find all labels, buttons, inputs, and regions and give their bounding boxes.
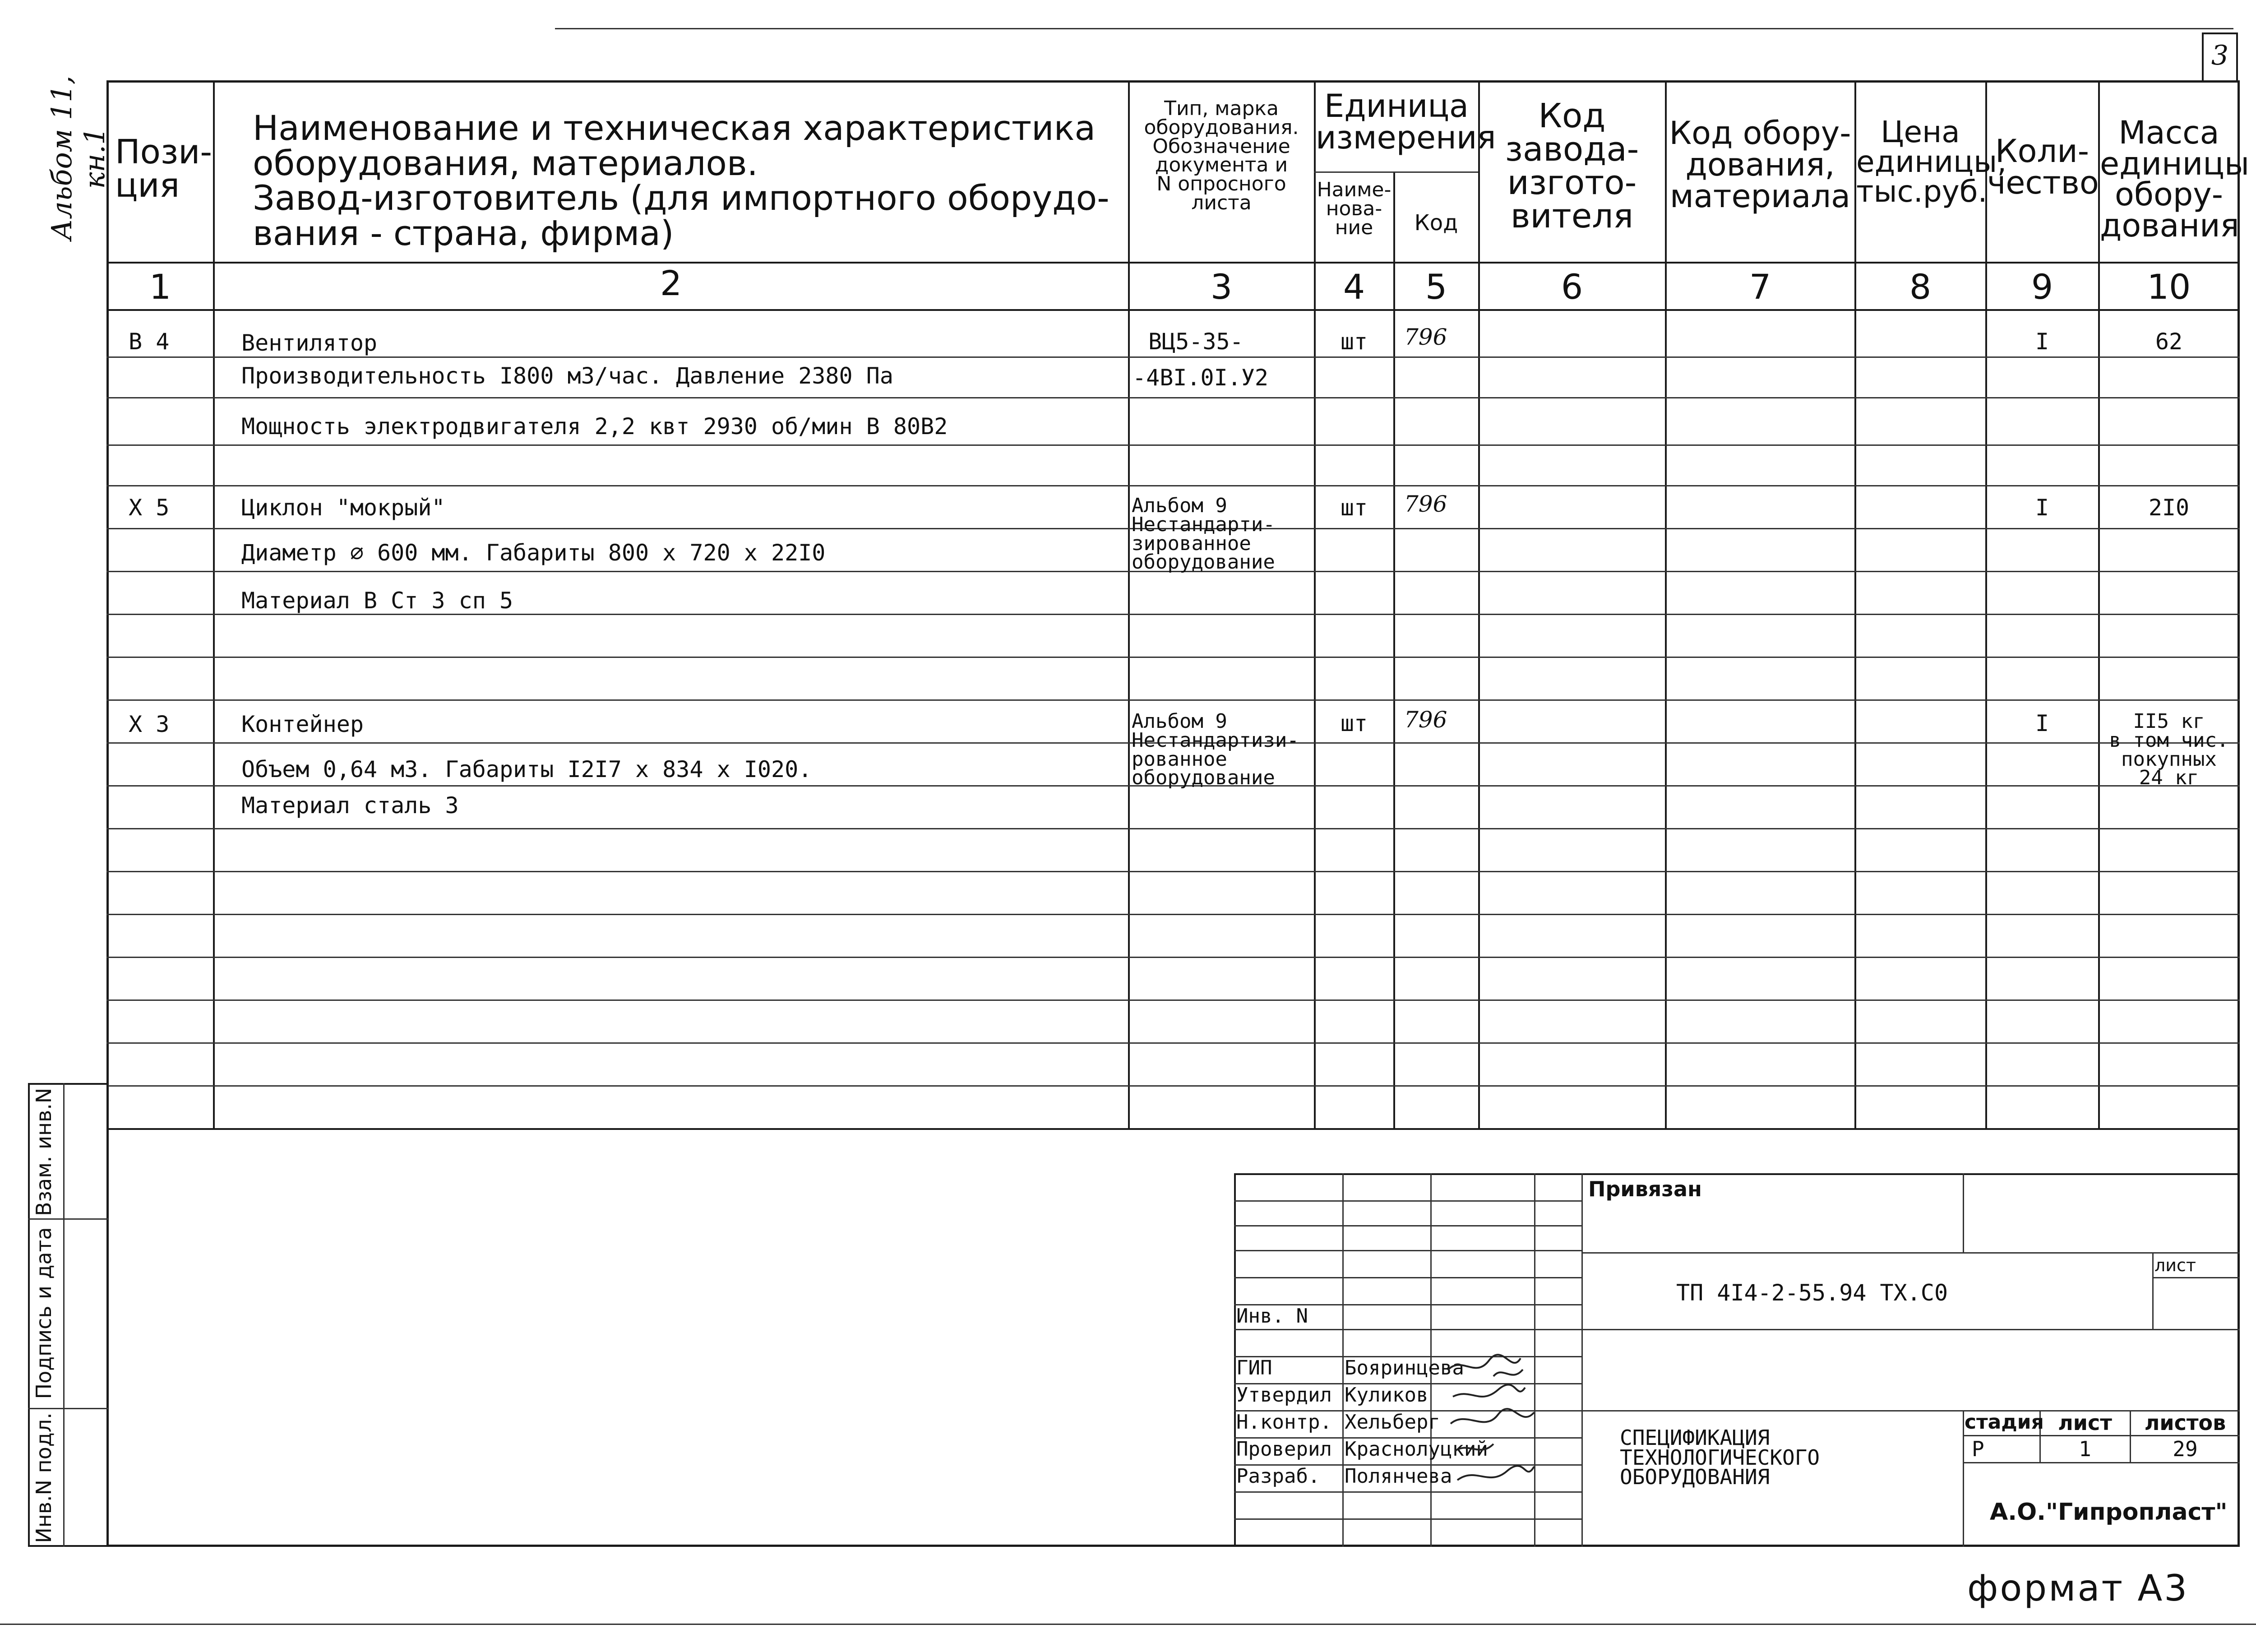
- col-number: 5: [1425, 267, 1447, 307]
- tb-row: [1234, 1277, 1581, 1278]
- col-number: 1: [149, 267, 171, 307]
- tb-stage-label: стадия: [1965, 1411, 2044, 1434]
- tb-right-row: [2152, 1277, 2240, 1278]
- tb-row: [1234, 1250, 1581, 1251]
- col-number: 10: [2147, 267, 2191, 307]
- side-inv-orig: Инв.N подл.: [32, 1412, 56, 1543]
- tb-tied: Привязан: [1588, 1177, 1702, 1201]
- item-detail: Объем 0,64 м3. Габариты I2I7 х 834 х I020.: [241, 756, 812, 782]
- header-unit-name: Наиме- нова- ние: [1317, 178, 1392, 239]
- header-unit-code: Код: [1414, 210, 1458, 236]
- col-number: 6: [1561, 267, 1583, 307]
- item-name: Вентилятор: [241, 330, 378, 356]
- row-line: [106, 397, 2240, 398]
- tb-person: Полянчева: [1345, 1465, 1452, 1488]
- header-qty: Коли- чество: [1987, 133, 2099, 201]
- item-unit-code: 796: [1404, 707, 1447, 733]
- item-name: Контейнер: [241, 711, 364, 737]
- header-unit: Единица измерения: [1316, 88, 1496, 156]
- side-sign-date: Подпись и дата: [32, 1227, 56, 1399]
- item-position: В 4: [129, 329, 170, 355]
- item-position: Х 5: [129, 495, 170, 521]
- item-type: ВЦ5-35-: [1148, 329, 1244, 355]
- header-plant-code: Код завода- изгото- вителя: [1505, 97, 1639, 236]
- item-type: Альбом 9 Нестандартизи- рованное оборудование: [1132, 710, 1299, 790]
- tb-right-divider: [2130, 1410, 2131, 1462]
- item-type: Альбом 9 Нестандарти- зированное оборудование: [1132, 494, 1275, 574]
- side-stamp-divider: [28, 1408, 108, 1409]
- header-name: Наименование и техническая характеристика оборудования, материалов. Завод-изготовитель (для импортного оборудо- вания - страна, фирма): [253, 108, 1110, 253]
- row-line: [106, 1000, 2240, 1001]
- item-detail: Мощность электродвигателя 2,2 квт 2930 об/мин В 80В2: [241, 413, 948, 440]
- col-number: 2: [660, 263, 682, 303]
- tb-stage: Р: [1972, 1437, 1984, 1461]
- header-mass: Масса единицы обору- дования: [2100, 114, 2250, 244]
- tb-row: [1234, 1225, 1581, 1226]
- row-line: [106, 485, 2240, 486]
- row-line: [106, 828, 2240, 829]
- item-qty: I: [2035, 495, 2049, 521]
- top-border-line: [555, 28, 2233, 29]
- item-mass: II5 кг в том чис. покупных 24 кг: [2109, 710, 2229, 790]
- header-type: Тип, марка оборудования. Обозначение документа и N опросного листа: [1144, 97, 1299, 214]
- tb-divider: [1581, 1173, 1583, 1547]
- tb-right-row: [1963, 1462, 2240, 1463]
- numbers-bottom-line: [106, 309, 2240, 311]
- row-line: [106, 914, 2240, 915]
- col-number: 7: [1749, 267, 1771, 307]
- row-line: [106, 444, 2240, 446]
- row-line: [106, 871, 2240, 872]
- item-detail: Диаметр ∅ 600 мм. Габариты 800 х 720 х 22I0: [241, 540, 826, 566]
- row-line: [106, 356, 2240, 358]
- album-label: Альбом 11, кн.1: [45, 75, 111, 241]
- tb-right-row: [1581, 1410, 2240, 1411]
- col-divider: [1985, 80, 1987, 1128]
- col-divider: [213, 80, 215, 1128]
- tb-person: Краснолуцкий: [1345, 1438, 1488, 1461]
- item-unit: шт: [1340, 495, 1368, 521]
- col-divider: [1314, 80, 1316, 1128]
- item-position: Х 3: [129, 711, 170, 737]
- col-number: 8: [1909, 267, 1932, 307]
- bottom-border-line: [0, 1624, 2256, 1625]
- tb-row: [1234, 1329, 1581, 1330]
- tb-doc-code: ТП 4I4-2-55.94 ТХ.С0: [1676, 1280, 1948, 1306]
- row-line: [106, 957, 2240, 958]
- col-number: 4: [1343, 267, 1365, 307]
- item-name: Циклон "мокрый": [241, 495, 445, 521]
- page-number: 3: [2211, 40, 2229, 71]
- signatures: [1444, 1351, 1579, 1496]
- col-number: 3: [1210, 267, 1233, 307]
- tb-org: А.О."Гипропласт": [1990, 1499, 2228, 1526]
- tb-sheet: 1: [2079, 1437, 2091, 1461]
- tb-row: [1234, 1518, 1581, 1520]
- col-divider: [1478, 80, 1480, 1128]
- item-detail: Производительность I800 м3/час. Давление 2380 Па: [241, 363, 893, 389]
- col-divider: [1665, 80, 1667, 1128]
- tb-divider: [1342, 1173, 1344, 1547]
- tb-right-row: [1581, 1329, 2240, 1330]
- tb-right-divider: [1963, 1410, 1964, 1547]
- row-line: [106, 657, 2240, 658]
- item-qty: I: [2035, 329, 2049, 355]
- row-line: [106, 1042, 2240, 1044]
- table-bottom-line: [106, 1128, 2240, 1130]
- tb-sheets-label: листов: [2144, 1411, 2226, 1435]
- tb-right-divider: [1963, 1173, 1964, 1252]
- item-unit-code: 796: [1404, 324, 1447, 350]
- header-equip-code: Код обору- дования, материала: [1669, 115, 1851, 215]
- tb-inv-no: Инв. N: [1236, 1305, 1308, 1328]
- item-detail: Материал сталь 3: [241, 792, 459, 819]
- tb-role: Разраб.: [1236, 1465, 1320, 1488]
- item-mass: 2I0: [2148, 495, 2190, 521]
- col-divider: [1128, 80, 1130, 1128]
- tb-role: Проверил: [1236, 1438, 1332, 1461]
- tb-sheet-corner: лист: [2154, 1255, 2196, 1275]
- item-type-cont: -4BI.0I.У2: [1133, 365, 1269, 391]
- header-bottom-line: [106, 262, 2240, 264]
- tb-role: Утвердил: [1236, 1384, 1332, 1407]
- tb-sheet-label: лист: [2058, 1411, 2112, 1435]
- tb-person: Хельберг: [1345, 1411, 1440, 1434]
- tb-right-divider: [2152, 1252, 2154, 1329]
- tb-right-row: [1581, 1252, 2240, 1254]
- side-replaced-inv: Взам. инв.N: [32, 1087, 56, 1216]
- item-mass: 62: [2155, 329, 2183, 355]
- item-detail: Материал В Ст 3 сп 5: [241, 588, 513, 614]
- header-position: Пози- ция: [115, 133, 213, 205]
- tb-title: СПЕЦИФИКАЦИЯ ТЕХНОЛОГИЧЕСКОГО ОБОРУДОВАНИЯ: [1620, 1425, 1820, 1490]
- col-divider: [1393, 171, 1395, 1128]
- col-number: 9: [2031, 267, 2053, 307]
- format-label: формат А3: [1967, 1567, 2189, 1609]
- tb-role: ГИП: [1236, 1356, 1272, 1379]
- item-qty: I: [2035, 710, 2049, 736]
- tb-person: Бояринцева: [1345, 1356, 1464, 1379]
- col-divider: [1854, 80, 1856, 1128]
- side-stamp-divider: [63, 1083, 65, 1547]
- row-line: [106, 614, 2240, 615]
- item-unit-code: 796: [1404, 491, 1447, 517]
- tb-right-row: [1963, 1435, 2240, 1436]
- tb-sheets: 29: [2173, 1437, 2198, 1461]
- tb-row: [1234, 1200, 1581, 1202]
- item-unit: шт: [1340, 710, 1368, 736]
- row-line: [106, 1085, 2240, 1087]
- tb-person: Куликов: [1345, 1384, 1428, 1407]
- item-unit: шт: [1340, 329, 1368, 355]
- tb-role: Н.контр.: [1236, 1411, 1332, 1434]
- unit-subheader-line: [1314, 171, 1478, 173]
- row-line: [106, 699, 2240, 701]
- header-price: Цена единицы, тыс.руб.: [1856, 115, 2007, 209]
